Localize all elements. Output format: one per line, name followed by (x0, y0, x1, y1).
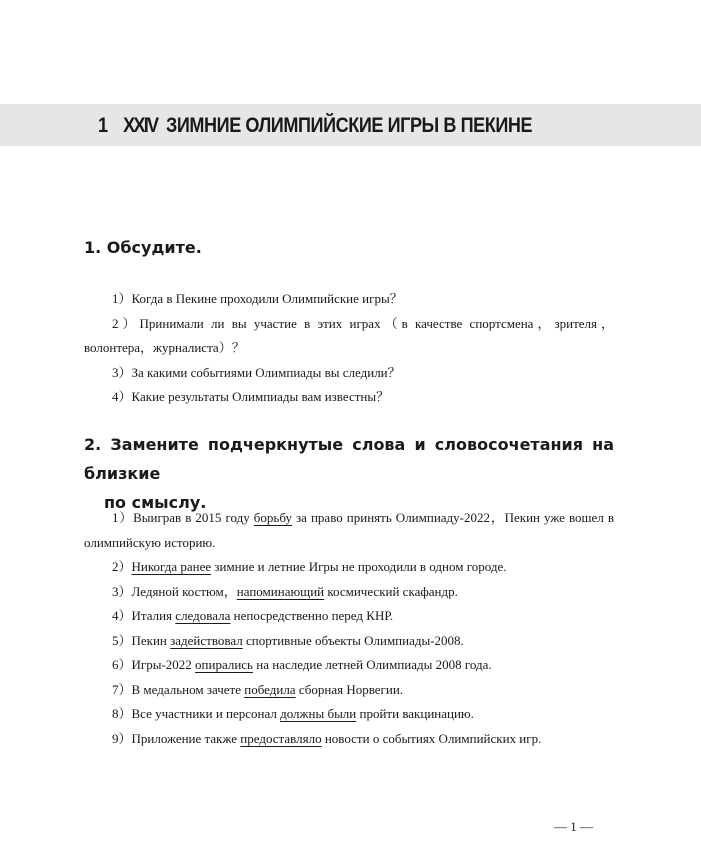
underlined-phrase: опирались (195, 657, 253, 672)
list-item: 7）В медальном зачете победила сборная Норвегии. (112, 681, 404, 697)
list-item: 8）Все участники и персонал должны были пройти вакцинацию. (112, 706, 474, 721)
section-2-heading-line2: по смыслу. (104, 493, 207, 512)
chapter-title-text: ЗИМНИЕ ОЛИМПИЙСКИЕ ИГРЫ В ПЕКИНЕ (165, 114, 533, 137)
underlined-phrase: Никогда ранее (131, 559, 212, 574)
underlined-phrase: следовала (175, 608, 231, 623)
chapter-number: 1 (98, 114, 108, 137)
list-item: 1）Когда в Пекине проходили Олимпийские игры？ (112, 291, 403, 306)
underlined-phrase: должны были (280, 706, 357, 721)
page-number: — 1 — (554, 819, 593, 834)
list-item: 3）Ледяной костюм，напоминающий космический скафандр. (112, 583, 458, 599)
chapter-roman-numeral: XXIV (123, 114, 158, 137)
list-item: 1）Выиграв в 2015 году борьбу за право принять Олимпиаду-2022，Пекин уже вошел в олимпийскую историю. (84, 510, 614, 550)
section-2-heading-line1: 2. Замените подчеркнутые слова и словосочетания на близкие (84, 435, 614, 483)
section-2-list (84, 506, 614, 751)
underlined-phrase: предоставляло (240, 730, 322, 746)
section-1-heading: 1. Обсудите. (84, 238, 202, 257)
section-2-heading (84, 430, 614, 517)
chapter-title (98, 114, 532, 140)
list-item: 6）Игры-2022 опирались на наследие летней Олимпиады 2008 года. (112, 657, 492, 672)
underlined-phrase: победила (244, 681, 296, 697)
list-item: 5）Пекин задействовал спортивные объекты Олимпиады-2008. (112, 632, 464, 648)
list-item: 2）Принимали ли вы участие в этих играх（в качестве спортсмена，зрителя，волонтера，журналиста）？ (84, 315, 614, 355)
list-item: 3）За какими событиями Олимпиады вы следили？ (112, 364, 401, 380)
list-item: 2）Никогда ранее зимние и летние Игры не проходили в одном городе. (112, 559, 507, 574)
underlined-phrase: напоминающий (236, 583, 325, 599)
list-item: 9）Приложение также предоставляло новости о событиях Олимпийских игр. (112, 730, 542, 746)
list-item: 4）Италия следовала непосредственно перед КНР. (112, 608, 394, 623)
list-item: 4）Какие результаты Олимпиады вам известны？ (112, 389, 390, 404)
section-1-list (84, 287, 614, 410)
underlined-phrase: задействовал (170, 632, 243, 648)
underlined-phrase: борьбу (253, 510, 292, 525)
